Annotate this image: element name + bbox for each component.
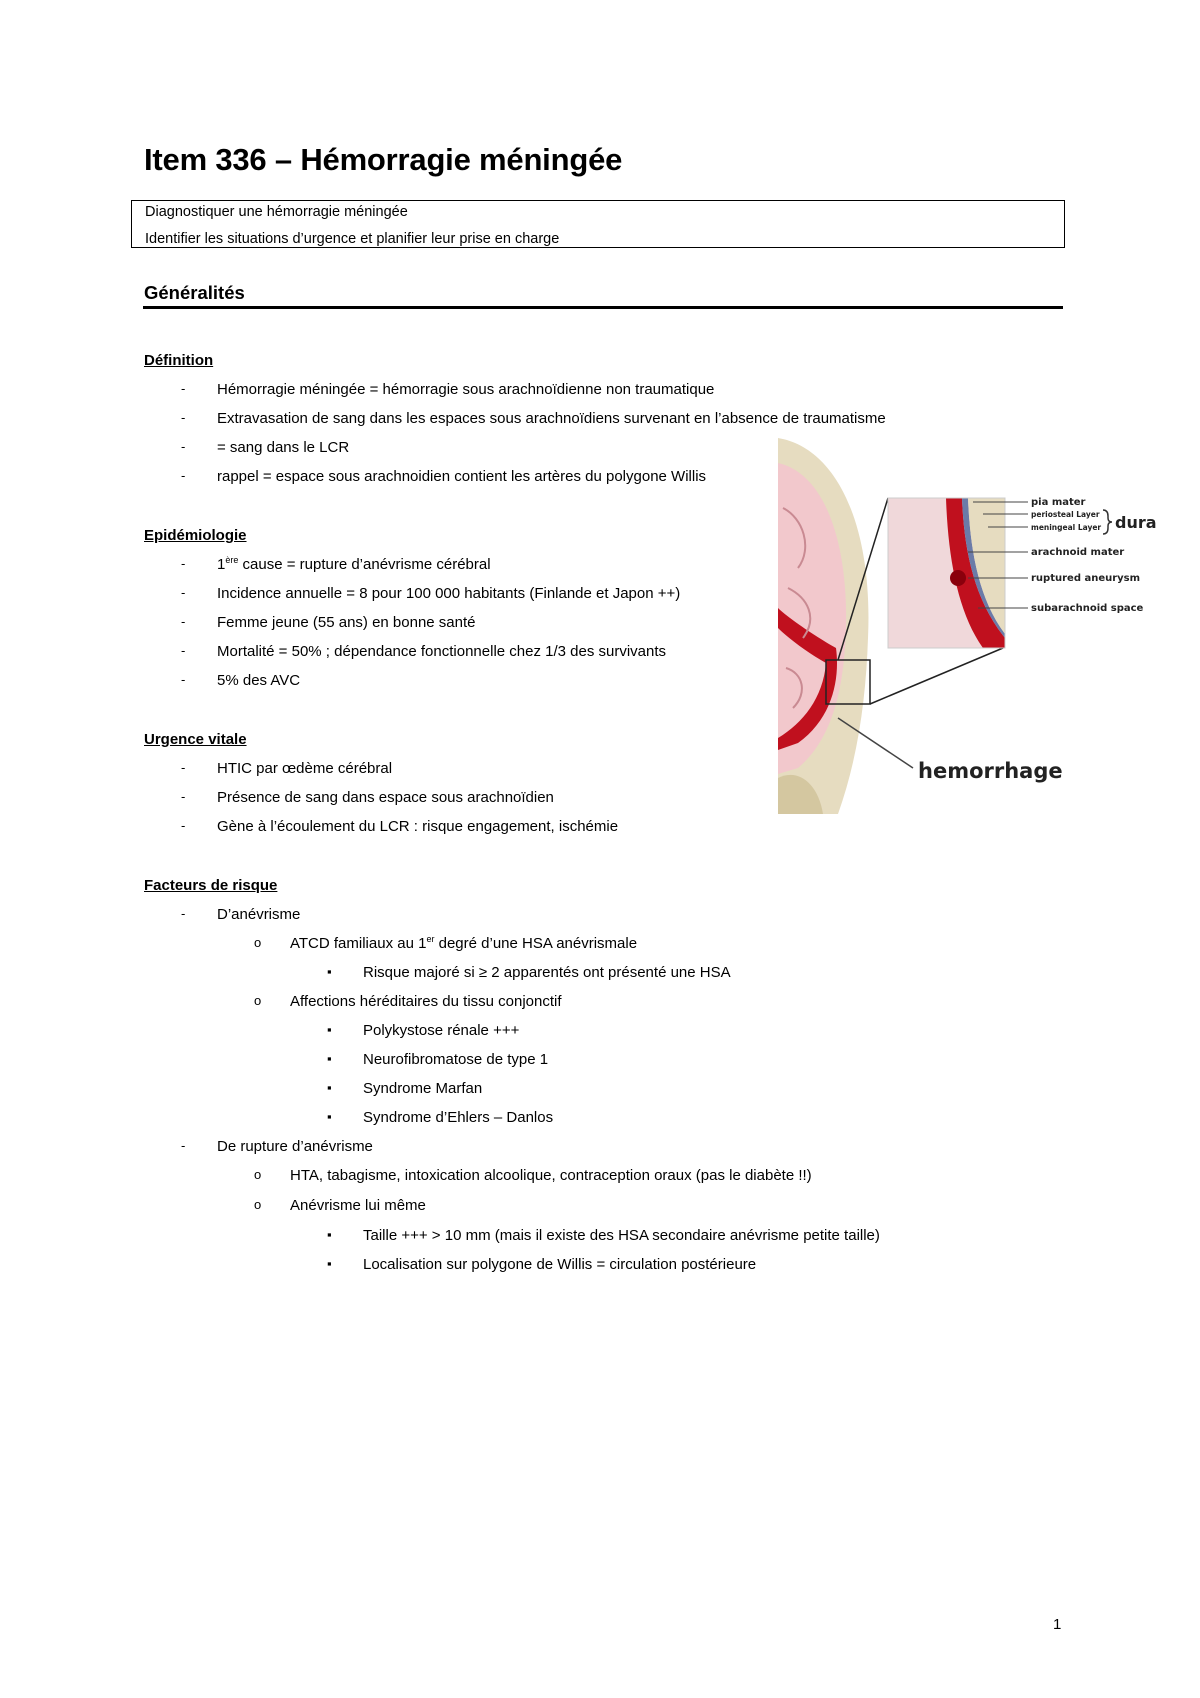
bullet-circle: o: [254, 993, 262, 1008]
epidemiologie-item: Incidence annuelle = 8 pour 100 000 habitants (Finlande et Japon ++): [217, 585, 681, 602]
facteurs-subitem: Anévrisme lui même: [290, 1197, 426, 1214]
urgence-item: Présence de sang dans espace sous arachnoïdien: [217, 789, 554, 806]
facteurs-subsubitem: Syndrome d’Ehlers – Danlos: [363, 1109, 554, 1126]
objective-item: Diagnostiquer une hémorragie méningée: [145, 204, 408, 220]
epidemiologie-item: Mortalité = 50% ; dépendance fonctionnelle chez 1/3 des survivants: [217, 643, 667, 660]
bullet-square: ▪: [327, 964, 332, 979]
zoom-line: [870, 648, 1003, 704]
facteurs-subitem: HTA, tabagisme, intoxication alcoolique, contraception oraux (pas le diabète !!): [290, 1167, 812, 1184]
facteurs-subitem: Affections héréditaires du tissu conjonctif: [290, 993, 562, 1010]
bullet-dash: -: [181, 760, 186, 775]
label-arachnoid: arachnoid mater: [1031, 547, 1125, 558]
label-hemorrhage: hemorrhage: [918, 759, 1063, 783]
bullet-dash: -: [181, 585, 186, 600]
facteurs-subsubitem: Neurofibromatose de type 1: [363, 1051, 549, 1068]
label-ruptured-aneurysm: ruptured aneurysm: [1031, 573, 1141, 584]
epidemiologie-item: [217, 556, 491, 573]
urgence-item: HTIC par œdème cérébral: [217, 760, 393, 777]
bullet-circle: o: [254, 935, 262, 950]
text-fragment: 1: [217, 556, 226, 573]
label-dura: dura: [1115, 513, 1157, 532]
hemorrhage-anatomy-figure: [778, 438, 1178, 814]
definition-heading: Définition: [144, 352, 214, 369]
bullet-dash: -: [181, 556, 186, 571]
superscript: er: [426, 934, 435, 944]
facteurs-subsubitem: Localisation sur polygone de Willis = circulation postérieure: [363, 1256, 757, 1273]
bullet-square: ▪: [327, 1080, 332, 1095]
objectives-box: [131, 200, 1065, 248]
definition-item: = sang dans le LCR: [217, 439, 350, 456]
bullet-dash: -: [181, 468, 186, 483]
bullet-dash: -: [181, 672, 186, 687]
facteurs-subitem: [290, 935, 637, 952]
bullet-dash: -: [181, 614, 186, 629]
bullet-dash: -: [181, 439, 186, 454]
text-fragment: degré d’une HSA anévrismale: [434, 935, 638, 952]
epidemiologie-heading: Epidémiologie: [144, 527, 247, 544]
facteurs-subsubitem: Polykystose rénale +++: [363, 1022, 520, 1039]
page-title: Item 336 – Hémorragie méningée: [144, 142, 623, 177]
bullet-square: ▪: [327, 1109, 332, 1124]
label-pia-mater: pia mater: [1031, 497, 1086, 508]
definition-item: Extravasation de sang dans les espaces sous arachnoïdiens survenant en l’absence de traumatisme: [217, 410, 886, 427]
epidemiologie-item: Femme jeune (55 ans) en bonne santé: [217, 614, 476, 631]
bullet-dash: -: [181, 818, 186, 833]
dura-brace: [1103, 510, 1112, 534]
label-periosteal: periosteal Layer: [1031, 510, 1100, 519]
bullet-dash: -: [181, 906, 186, 921]
text-fragment: cause = rupture d’anévrisme cérébral: [238, 556, 491, 573]
page-number: 1: [1053, 1616, 1062, 1633]
epidemiologie-item: 5% des AVC: [217, 672, 301, 689]
aneurysm-dot: [950, 570, 966, 586]
bullet-dash: -: [181, 643, 186, 658]
facteurs-item: De rupture d’anévrisme: [217, 1138, 373, 1155]
label-subarachnoid-space: subarachnoid space: [1031, 603, 1144, 614]
bullet-square: ▪: [327, 1256, 332, 1271]
facteurs-heading: Facteurs de risque: [144, 877, 278, 894]
bullet-dash: -: [181, 381, 186, 396]
urgence-item: Gène à l’écoulement du LCR : risque engagement, ischémie: [217, 818, 619, 835]
bullet-circle: o: [254, 1197, 262, 1212]
text-fragment: ATCD familiaux au 1: [290, 935, 427, 952]
definition-item: rappel = espace sous arachnoidien contient les artères du polygone Willis: [217, 468, 707, 485]
section-title: Généralités: [144, 282, 245, 303]
bullet-dash: -: [181, 1138, 186, 1153]
bullet-square: ▪: [327, 1051, 332, 1066]
bullet-dash: -: [181, 789, 186, 804]
objective-item: Identifier les situations d’urgence et planifier leur prise en charge: [145, 231, 560, 247]
facteurs-subsubitem: Taille +++ > 10 mm (mais il existe des HSA secondaire anévrisme petite taille): [363, 1227, 880, 1244]
label-meningeal: meningeal Layer: [1031, 523, 1102, 532]
inset-zoom: [888, 498, 1005, 648]
facteurs-subsubitem: Risque majoré si ≥ 2 apparentés ont présenté une HSA: [363, 964, 731, 981]
facteurs-item: D’anévrisme: [217, 906, 301, 923]
superscript: ère: [225, 555, 239, 565]
section-rule: [143, 306, 1063, 309]
bullet-square: ▪: [327, 1227, 332, 1242]
urgence-heading: Urgence vitale: [144, 731, 247, 748]
bullet-square: ▪: [327, 1022, 332, 1037]
bullet-circle: o: [254, 1167, 262, 1182]
definition-item: Hémorragie méningée = hémorragie sous arachnoïdienne non traumatique: [217, 381, 715, 398]
bullet-dash: -: [181, 410, 186, 425]
facteurs-subsubitem: Syndrome Marfan: [363, 1080, 483, 1097]
